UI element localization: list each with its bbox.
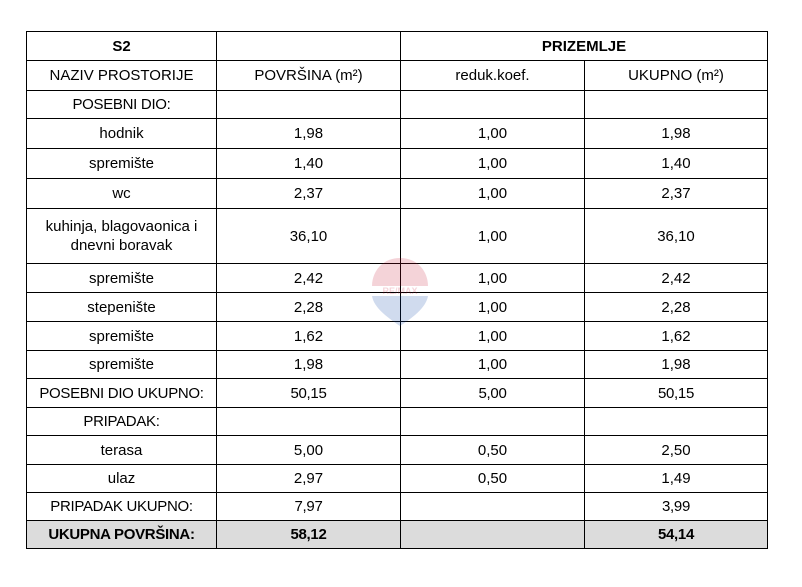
room-area: 2,42	[217, 264, 401, 293]
table-row	[27, 119, 768, 149]
room-area: 1,40	[217, 149, 401, 179]
room-name: spremište	[27, 149, 217, 179]
room-area: 36,10	[217, 209, 401, 264]
section-title-posebni: POSEBNI DIO:	[27, 91, 217, 119]
empty-cell	[401, 91, 585, 119]
table-row	[27, 351, 768, 379]
empty-cell	[585, 91, 768, 119]
table-row	[27, 465, 768, 493]
room-total: 1,98	[585, 351, 768, 379]
room-name: spremište	[27, 351, 217, 379]
col-header-coef: reduk.koef.	[401, 61, 585, 91]
section-title-pripadak: PRIPADAK:	[27, 408, 217, 436]
room-area: 1,98	[217, 119, 401, 149]
summary-total: 50,15	[585, 379, 768, 408]
room-total: 1,98	[585, 119, 768, 149]
room-total: 1,62	[585, 322, 768, 351]
table-row	[27, 436, 768, 465]
room-coef: 1,00	[401, 149, 585, 179]
room-coef: 1,00	[401, 322, 585, 351]
room-coef: 1,00	[401, 209, 585, 264]
column-header-row	[27, 61, 768, 91]
header-empty-cell	[217, 32, 401, 61]
table-row	[27, 149, 768, 179]
room-name: terasa	[27, 436, 217, 465]
col-header-area: POVRŠINA (m²)	[217, 61, 401, 91]
room-area: 1,62	[217, 322, 401, 351]
empty-cell	[217, 408, 401, 436]
room-coef: 1,00	[401, 264, 585, 293]
room-name: wc	[27, 179, 217, 209]
room-coef: 1,00	[401, 293, 585, 322]
summary-row-posebni	[27, 379, 768, 408]
summary-label: PRIPADAK UKUPNO:	[27, 493, 217, 521]
room-area: 1,98	[217, 351, 401, 379]
grand-total-sum: 54,14	[585, 521, 768, 549]
room-coef: 1,00	[401, 179, 585, 209]
summary-row-pripadak	[27, 493, 768, 521]
unit-label: S2	[27, 32, 217, 61]
empty-cell	[401, 521, 585, 549]
empty-cell	[401, 493, 585, 521]
remax-balloon-watermark-icon	[368, 256, 432, 328]
summary-coef: 5,00	[401, 379, 585, 408]
grand-total-area: 58,12	[217, 521, 401, 549]
section-title-row	[27, 408, 768, 436]
summary-area: 7,97	[217, 493, 401, 521]
summary-area: 50,15	[217, 379, 401, 408]
room-name: kuhinja, blagovaonica i dnevni boravak	[27, 209, 217, 264]
room-total: 2,37	[585, 179, 768, 209]
room-area: 2,97	[217, 465, 401, 493]
room-total: 1,49	[585, 465, 768, 493]
room-name: ulaz	[27, 465, 217, 493]
grand-total-label: UKUPNA POVRŠINA:	[27, 521, 217, 549]
summary-label: POSEBNI DIO UKUPNO:	[27, 379, 217, 408]
empty-cell	[217, 91, 401, 119]
room-coef: 1,00	[401, 351, 585, 379]
room-name: spremište	[27, 322, 217, 351]
room-area: 5,00	[217, 436, 401, 465]
room-coef: 0,50	[401, 465, 585, 493]
room-total: 2,28	[585, 293, 768, 322]
header-row	[27, 32, 768, 61]
col-header-name: NAZIV PROSTORIJE	[27, 61, 217, 91]
table-row	[27, 179, 768, 209]
floor-label: PRIZEMLJE	[401, 32, 768, 61]
section-title-row	[27, 91, 768, 119]
room-total: 2,50	[585, 436, 768, 465]
room-name: spremište	[27, 264, 217, 293]
empty-cell	[401, 408, 585, 436]
grand-total-row	[27, 521, 768, 549]
room-name: stepenište	[27, 293, 217, 322]
empty-cell	[585, 408, 768, 436]
room-total: 2,42	[585, 264, 768, 293]
col-header-total: UKUPNO (m²)	[585, 61, 768, 91]
room-area: 2,37	[217, 179, 401, 209]
room-coef: 1,00	[401, 119, 585, 149]
room-total: 1,40	[585, 149, 768, 179]
room-total: 36,10	[585, 209, 768, 264]
room-area: 2,28	[217, 293, 401, 322]
room-name: hodnik	[27, 119, 217, 149]
room-coef: 0,50	[401, 436, 585, 465]
summary-total: 3,99	[585, 493, 768, 521]
watermark-text: RE/MAX	[382, 286, 418, 296]
